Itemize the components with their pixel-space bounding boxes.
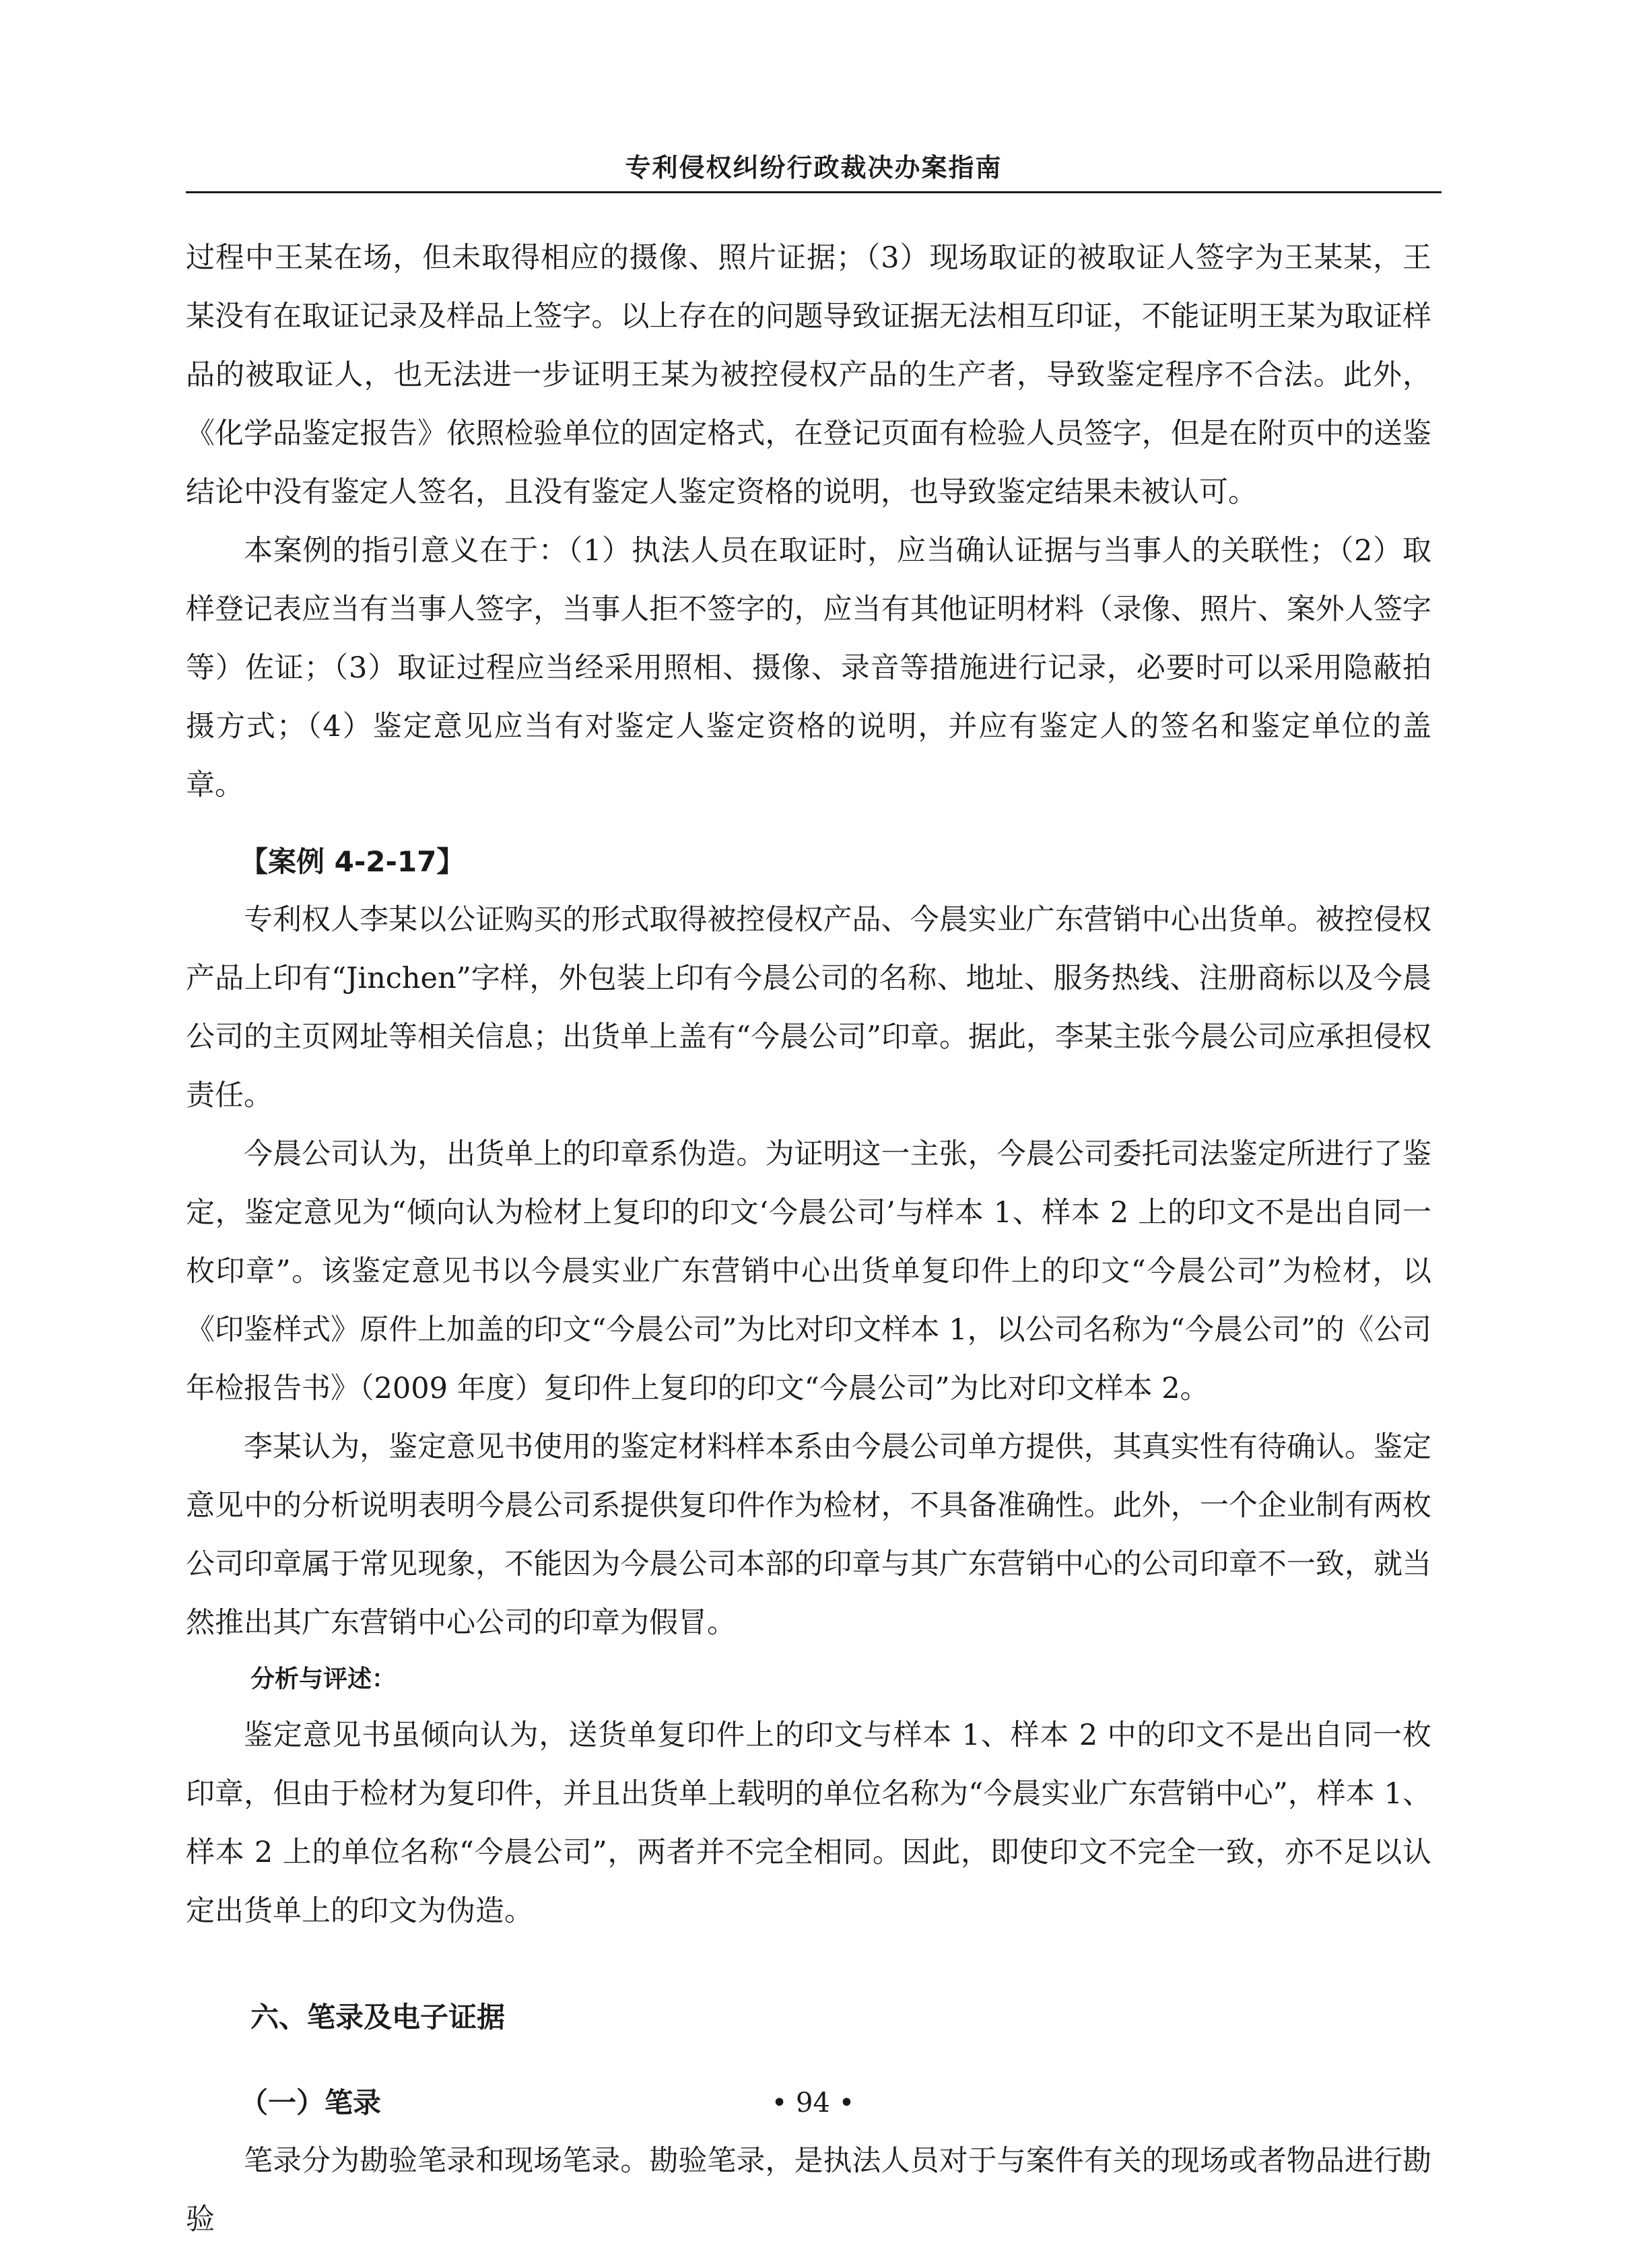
paragraph: 鉴定意见书虽倾向认为，送货单复印件上的印文与样本 1、样本 2 中的印文不是出自同一枚印章，但由于检材为复印件，并且出货单上载明的单位名称为“今晨实业广东营销中心”，样本 1、样本 2 上的单位名称“今晨公司”，两者并不完全相同。因此，即使印文不完全一致，亦不足以认定出货单上的印文为伪造。	[186, 1719, 1431, 1928]
paragraph: 李某认为，鉴定意见书使用的鉴定材料样本系由今晨公司单方提供，其真实性有待确认。鉴定意见中的分析说明表明今晨公司系提供复印件作为检材，不具备准确性。此外，一个企业制有两枚公司印章属于常见现象，不能因为今晨公司本部的印章与其广东营销中心的公司印章不一致，就当然推出其广东营销中心公司的印章为假冒。	[186, 1430, 1431, 1640]
running-header: 专利侵权纠纷行政裁决办案指南	[625, 152, 1003, 182]
section-heading: 六、笔录及电子证据	[250, 2001, 506, 2034]
analysis-heading: 分析与评述：	[250, 1665, 397, 1693]
page-body	[186, 229, 1431, 2249]
case-heading: 【案例 4-2-17】	[240, 845, 465, 878]
paragraph: 专利权人李某以公证购买的形式取得被控侵权产品、今晨实业广东营销中心出货单。被控侵权产品上印有“Jinchen”字样，外包装上印有今晨公司的名称、地址、服务热线、注册商标以及今晨公司的主页网址等相关信息；出货单上盖有“今晨公司”印章。据此，李某主张今晨公司应承担侵权责任。	[186, 903, 1431, 1112]
paragraph: 过程中王某在场，但未取得相应的摄像、照片证据；（3）现场取证的被取证人签字为王某某，王某没有在取证记录及样品上签字。以上存在的问题导致证据无法相互印证，不能证明王某为取证样品的被取证人，也无法进一步证明王某为被控侵权产品的生产者，导致鉴定程序不合法。此外，《化学品鉴定报告》依照检验单位的固定格式，在登记页面有检验人员签字，但是在附页中的送鉴结论中没有鉴定人签名，且没有鉴定人鉴定资格的说明，也导致鉴定结果未被认可。	[186, 241, 1431, 509]
paragraph: 本案例的指引意义在于：（1）执法人员在取证时，应当确认证据与当事人的关联性；（2）取样登记表应当有当事人签字，当事人拒不签字的，应当有其他证明材料（录像、照片、案外人签字等）佐证；（3）取证过程应当经采用照相、摄像、录音等措施进行记录，必要时可以采用隐蔽拍摄方式；（4）鉴定意见应当有对鉴定人鉴定资格的说明，并应有鉴定人的签名和鉴定单位的盖章。	[186, 534, 1431, 802]
page-number: • 94 •	[771, 2088, 855, 2119]
paragraph: 笔录分为勘验笔录和现场笔录。勘验笔录，是执法人员对于与案件有关的现场或者物品进行勘验	[186, 2144, 1431, 2236]
paragraph: 今晨公司认为，出货单上的印章系伪造。为证明这一主张，今晨公司委托司法鉴定所进行了鉴定，鉴定意见为“倾向认为检材上复印的印文‘今晨公司’与样本 1、样本 2 上的印文不是出自同一枚印章”。该鉴定意见书以今晨实业广东营销中心出货单复印件上的印文“今晨公司”为检材，以《印鉴样式》原件上加盖的印文“今晨公司”为比对印文样本 1，以公司名称为“今晨公司”的《公司年检报告书》（2009 年度）复印件上复印的印文“今晨公司”为比对印文样本 2。	[186, 1137, 1431, 1405]
header-rule	[186, 191, 1442, 193]
subsection-heading: （一）笔录	[240, 2086, 382, 2119]
